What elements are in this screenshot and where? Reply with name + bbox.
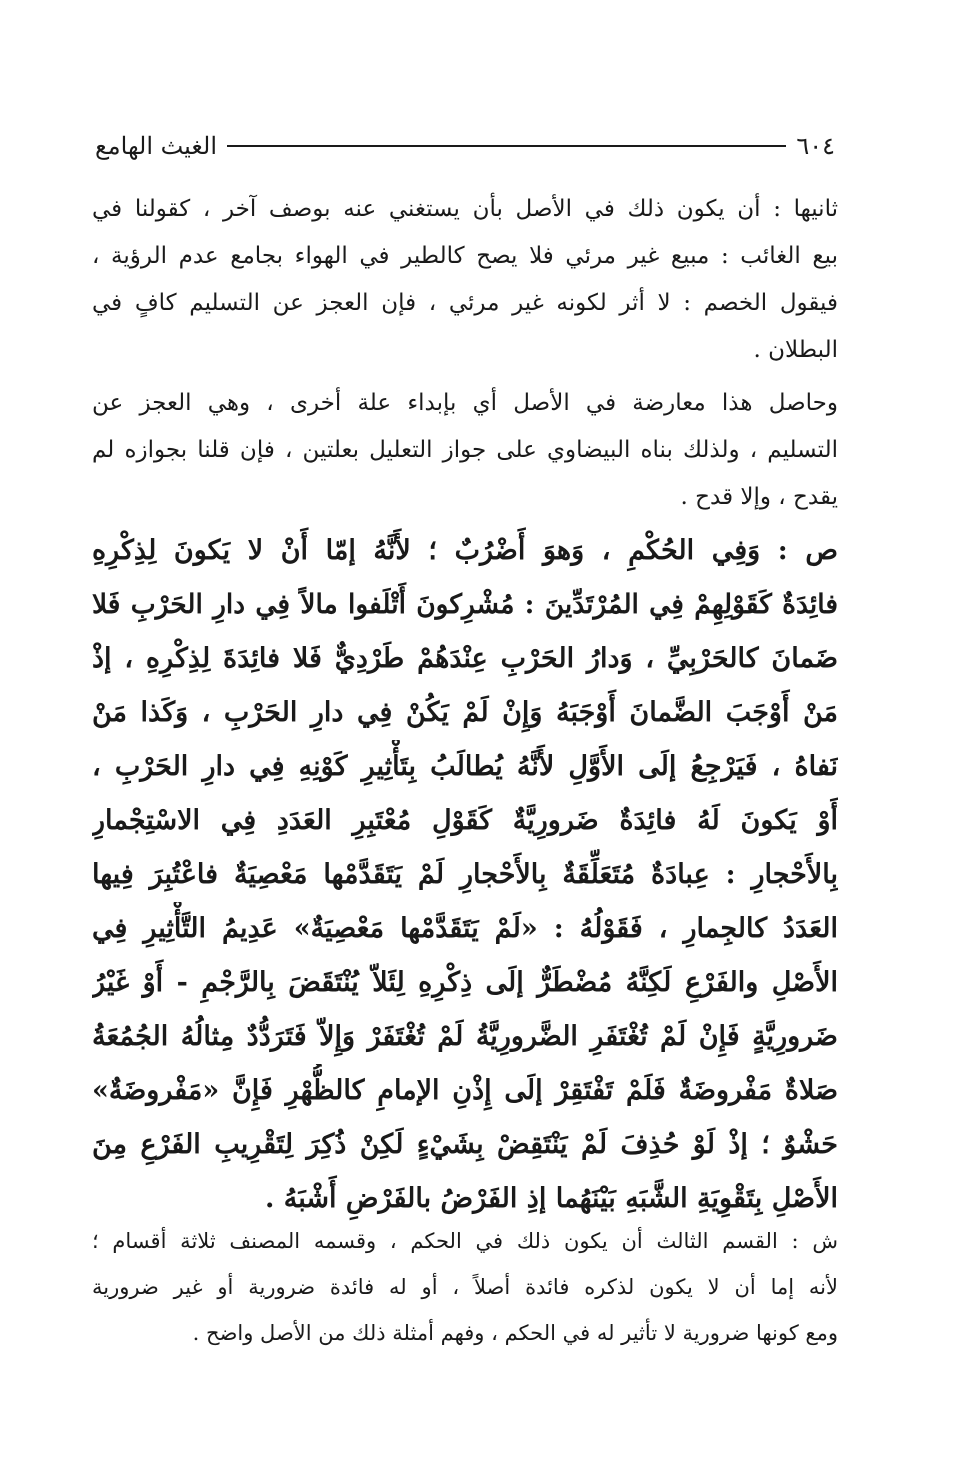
text-line: البطلان . [753, 337, 838, 363]
matn-text [92, 524, 838, 1226]
text-line: وحاصل هذا معارضة في الأصل أي بإبداء علة أخرى ، وهي العجز عن [92, 390, 838, 416]
header-rule [227, 145, 786, 147]
commentary-paragraph-1 [92, 186, 838, 374]
page-number: ٦٠٤ [796, 132, 835, 160]
text-line: بيع الغائب : مبيع غير مرئي فلا يصح كالطير في الهواء بجامع عدم الرؤية ، [92, 243, 838, 269]
matn-line: ضَمانَ كالحَرْبِيِّ ، وَدارُ الحَرْبِ عِنْدَهُمْ طَرْدِيٌّ فَلا فائِدَةَ لِذِكْرِهِ ، إذْ [92, 643, 838, 674]
text-line: ثانيها : أن يكون ذلك في الأصل بأن يستغني عنه بوصف آخر ، كقولنا في [92, 196, 838, 222]
sharh-line: ش : القسم الثالث أن يكون ذلك في الحكم ، وقسمه المصنف ثلاثة أقسام ؛ [92, 1229, 838, 1253]
matn-line: صَلاةٌ مَفْروضَةٌ فَلَمْ تَفْتَقِرْ إلَى إِذْنِ الإمامِ كالظُّهْرِ فَإِنَّ «مَفْروضَةٌ» [92, 1075, 838, 1106]
matn-line: مَنْ أَوْجَبَ الضَّمانَ أَوْجَبَهُ وَإِنْ لَمْ يَكُنْ فِي دارِ الحَرْبِ ، وَكَذا مَنْ [92, 697, 838, 728]
sharh-line: ومع كونها ضرورية لا تأثير له في الحكم ، وفهم أمثلة ذلك من الأصل واضح . [192, 1321, 838, 1345]
sharh-text [92, 1218, 838, 1356]
matn-line: ضَرورِيَّةٍ فَإِنْ لَمْ تُغْتَفَرِ الضَّرورِيَّةُ لَمْ تُغْتَفَرْ وَإِلاّ فَتَرَدُّدٌ مِثالُهُ الجُمُعَةُ [92, 1021, 838, 1052]
running-header [95, 126, 835, 166]
sharh-line: لأنه إما أن لا يكون لذكره فائدة أصلاً ، أو له فائدة ضرورية أو غير ضرورية [92, 1275, 838, 1299]
matn-line: أَوْ يَكونَ لَهُ فائِدَةٌ ضَرورِيَّةٌ كَقَوْلِ مُعْتَبِرِ العَدَدِ فِي الاسْتِجْمارِ [92, 805, 838, 836]
matn-line: الأَصْلِ والفَرْعِ لَكِنَّهُ مُضْطَرٌّ إلَى ذِكْرِهِ لِئَلاّ يُنْتَقَضَ بِالرَّجْمِ - أَوْ غَيْرُ [92, 967, 838, 998]
matn-line: العَدَدُ كالجِمارِ ، فَقَوْلُهُ : «لَمْ يَتَقَدَّمْها مَعْصِيَةٌ» عَدِيمُ التَّأْثِيرِ فِي [92, 913, 838, 944]
text-line: يقدح ، وإلا قدح . [680, 484, 838, 510]
text-line: فيقول الخصم : لا أثر لكونه غير مرئي ، فإن العجز عن التسليم كافٍ في [92, 290, 838, 316]
text-line: التسليم ، ولذلك بناه البيضاوي على جواز التعليل بعلتين ، فإن قلنا بجوازه لم [92, 437, 838, 463]
matn-line: ص : وَفِي الحُكْمِ ، وَهوَ أَضْرُبٌ ؛ لأَنَّهُ إمّا أَنْ لا يَكونَ لِذِكْرِهِ [92, 535, 838, 566]
commentary-paragraph-2 [92, 380, 838, 521]
book-title: الغيث الهامع [95, 132, 217, 160]
matn-line: فائِدَةٌ كَقَوْلِهِمْ فِي المُرْتَدِّينَ : مُشْرِكونَ أَتْلَفوا مالاً فِي دارِ الحَرْبِ فَلا [92, 589, 838, 620]
matn-line: حَشْوٌ ؛ إذْ لَوْ حُذِفَ لَمْ يَنْتَقِضْ بِشَيْءٍ لَكِنْ ذُكِرَ لِتَقْرِيبِ الفَرْعِ مِنَ [92, 1129, 838, 1160]
matn-line: نَفاهُ ، فَيَرْجِعُ إلَى الأَوَّلِ لأَنَّهُ يُطالَبُ بِتَأْثِيرِ كَوْنِهِ فِي دارِ الحَرْبِ ، [92, 751, 838, 782]
matn-line: بِالأَحْجارِ : عِبادَةٌ مُتَعَلِّقَةٌ بِالأَحْجارِ لَمْ يَتَقَدَّمْها مَعْصِيَةٌ فاعْتُبِرَ فِيها [92, 859, 838, 890]
matn-line: الأَصْلِ بِتَقْوِيَةِ الشَّبَهِ بَيْنَهُما إذِ الفَرْضُ بالفَرْضِ أَشْبَهُ . [264, 1183, 838, 1214]
